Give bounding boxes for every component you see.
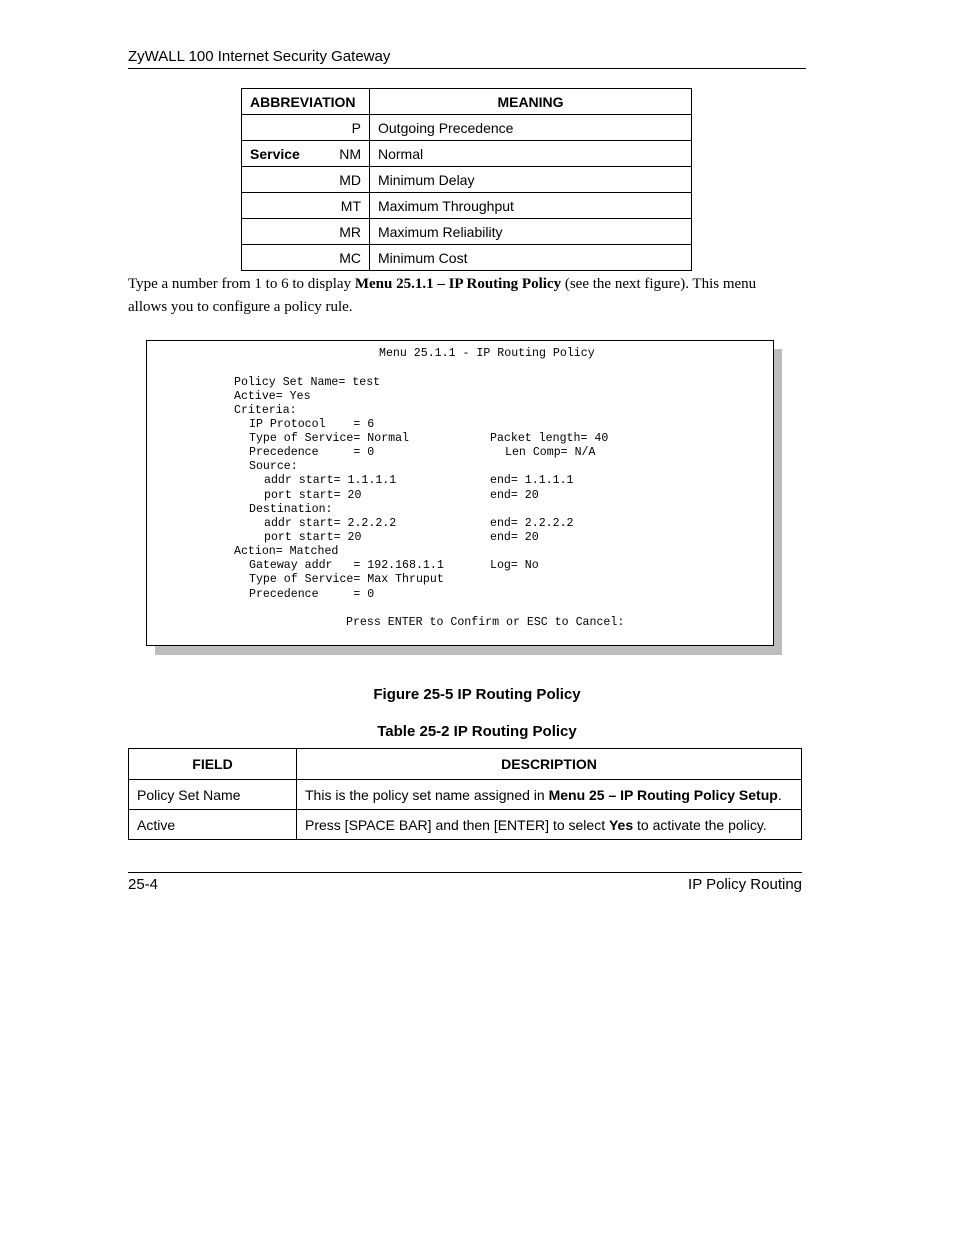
terminal-packet-length: Packet length= 40 <box>490 432 609 445</box>
description-text-end: . <box>777 786 782 803</box>
meaning-cell: Minimum Cost <box>370 245 692 271</box>
terminal-precedence: Precedence = 0 <box>249 446 375 459</box>
intro-paragraph <box>128 273 798 319</box>
field-description-table <box>128 748 802 840</box>
abbr-code: P <box>351 119 361 136</box>
description-text: Press [SPACE BAR] and then [ENTER] to select <box>305 816 609 833</box>
terminal-action: Action= Matched <box>234 545 339 558</box>
abbr-code: MT <box>340 197 361 214</box>
meaning-cell: Minimum Delay <box>370 167 692 193</box>
column-header-meaning: MEANING <box>370 89 692 115</box>
terminal-active: Active= Yes <box>234 390 311 403</box>
terminal-src-addr-end: end= 1.1.1.1 <box>490 474 574 487</box>
abbr-code: MC <box>339 249 361 266</box>
header-title: ZyWALL 100 Internet Security Gateway <box>128 48 391 65</box>
terminal-prompt: Press ENTER to Confirm or ESC to Cancel: <box>346 616 625 629</box>
table-row <box>129 810 802 840</box>
abbr-cell <box>242 193 370 219</box>
terminal-policy-set-name: Policy Set Name= test <box>234 376 381 389</box>
terminal-src-port-end: end= 20 <box>490 489 539 502</box>
field-cell: Policy Set Name <box>129 780 297 810</box>
meaning-cell: Maximum Throughput <box>370 193 692 219</box>
abbr-cell <box>242 167 370 193</box>
table-row <box>242 141 692 167</box>
terminal-type-of-service: Type of Service= Normal <box>249 432 410 445</box>
description-text-end: to activate the policy. <box>633 816 767 833</box>
terminal-gateway-addr: Gateway addr = 192.168.1.1 <box>249 559 444 572</box>
table-caption: Table 25-2 IP Routing Policy <box>377 723 577 740</box>
description-cell <box>297 780 802 810</box>
abbr-cell <box>242 219 370 245</box>
terminal-src-addr-start: addr start= 1.1.1.1 <box>264 474 397 487</box>
terminal-log: Log= No <box>490 559 539 572</box>
meaning-cell: Maximum Reliability <box>370 219 692 245</box>
table-header-row <box>129 749 802 780</box>
abbr-cell <box>242 115 370 141</box>
terminal-source: Source: <box>249 460 298 473</box>
terminal-len-comp: Len Comp= N/A <box>505 446 596 459</box>
abbreviation-table <box>241 88 692 271</box>
abbr-code: MD <box>339 171 361 188</box>
description-cell <box>297 810 802 840</box>
page-footer <box>128 872 802 894</box>
paragraph-text-start: Type a number from 1 to 6 to display <box>128 276 355 292</box>
abbr-group-label: Service <box>250 145 300 162</box>
meaning-cell: Outgoing Precedence <box>370 115 692 141</box>
terminal-dst-port-end: end= 20 <box>490 531 539 544</box>
terminal-action-tos: Type of Service= Max Thruput <box>249 573 444 586</box>
description-text: This is the policy set name assigned in <box>305 786 549 803</box>
terminal-dst-addr-start: addr start= 2.2.2.2 <box>264 517 397 530</box>
figure-caption: Figure 25-5 IP Routing Policy <box>373 686 581 703</box>
column-header-field: FIELD <box>129 749 297 780</box>
terminal-src-port-start: port start= 20 <box>264 489 362 502</box>
table-row <box>242 245 692 271</box>
page-number: 25-4 <box>128 876 159 893</box>
terminal-title: Menu 25.1.1 - IP Routing Policy <box>379 347 595 360</box>
terminal-action-precedence: Precedence = 0 <box>249 588 375 601</box>
terminal-destination: Destination: <box>249 503 333 516</box>
terminal-dst-addr-end: end= 2.2.2.2 <box>490 517 574 530</box>
abbr-cell <box>242 141 370 167</box>
abbr-code: MR <box>339 223 361 240</box>
table-row <box>242 219 692 245</box>
page-header <box>128 48 806 69</box>
paragraph-text-end: (see the next figure). This menu allows you to configure a policy rule. <box>128 276 757 315</box>
table-row <box>242 167 692 193</box>
field-cell: Active <box>129 810 297 840</box>
paragraph-menu-reference: Menu 25.1.1 – IP Routing Policy <box>354 276 562 292</box>
description-bold: Yes <box>608 816 634 833</box>
meaning-cell: Normal <box>370 141 692 167</box>
terminal-dst-port-start: port start= 20 <box>264 531 362 544</box>
table-row <box>129 780 802 810</box>
terminal-screen <box>146 340 774 646</box>
column-header-description: DESCRIPTION <box>297 749 802 780</box>
table-header-row <box>242 89 692 115</box>
footer-section: IP Policy Routing <box>688 876 802 893</box>
table-row <box>242 193 692 219</box>
terminal-criteria: Criteria: <box>234 404 297 417</box>
table-row <box>242 115 692 141</box>
column-header-abbreviation: ABBREVIATION <box>242 89 370 115</box>
abbr-cell <box>242 245 370 271</box>
abbr-code: NM <box>339 145 361 162</box>
description-bold: Menu 25 – IP Routing Policy Setup <box>548 786 778 803</box>
terminal-ip-protocol: IP Protocol = 6 <box>249 418 375 431</box>
